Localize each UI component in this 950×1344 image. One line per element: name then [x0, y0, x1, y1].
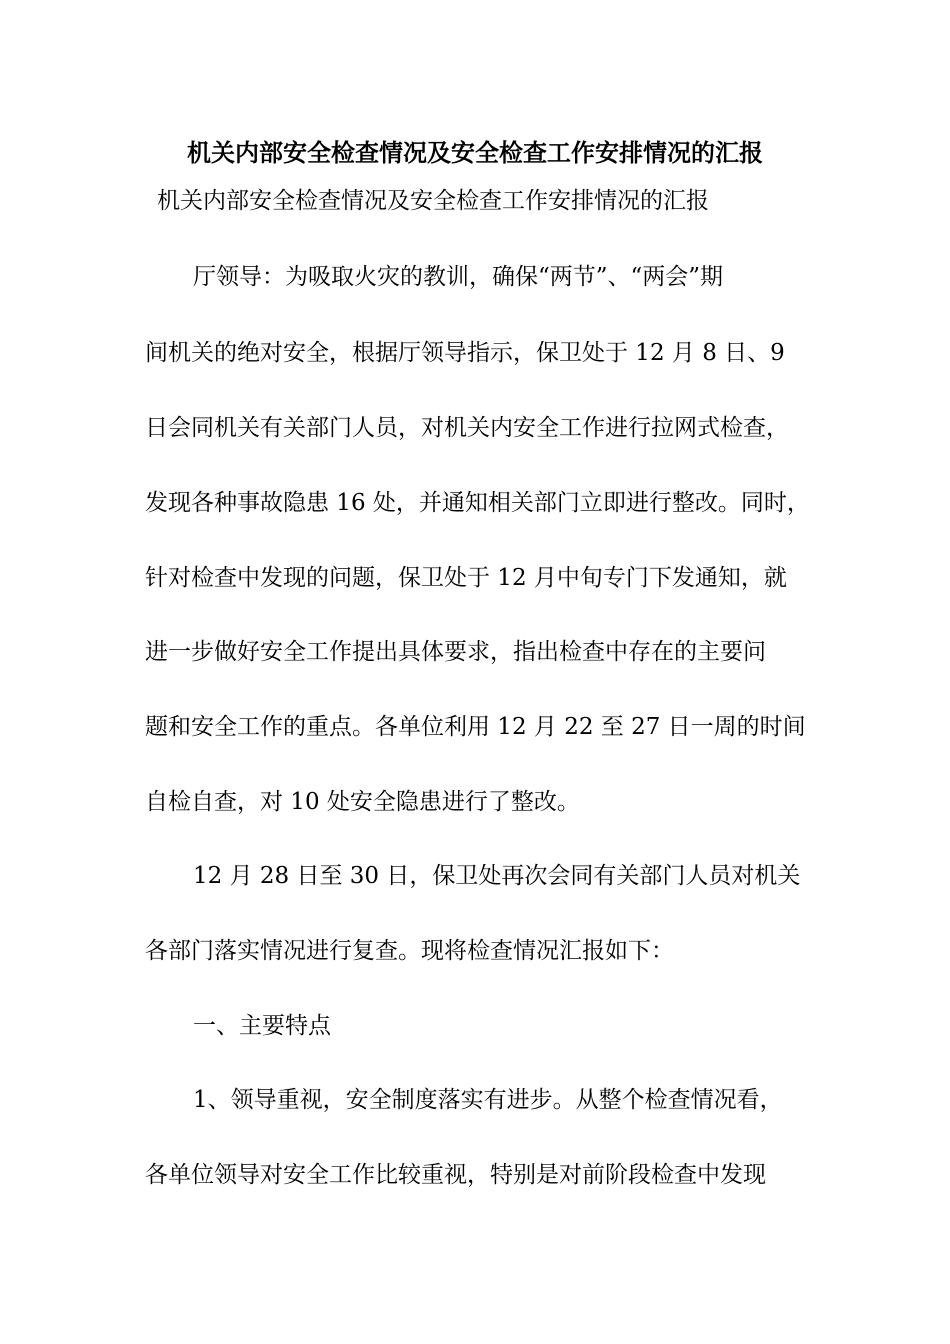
- body-line: 间机关的绝对安全，根据厅领导指示，保卫处于 12 月 8 日、9: [145, 340, 785, 366]
- body-line: 日会同机关有关部门人员，对机关内安全工作进行拉网式检查，: [145, 415, 789, 441]
- body-line: 各单位领导对安全工作比较重视，特别是对前阶段检查中发现: [145, 1162, 766, 1188]
- body-line: 1、领导重视，安全制度落实有进步。从整个检查情况看，: [193, 1087, 783, 1113]
- body-line: 各部门落实情况进行复查。现将检查情况汇报如下：: [145, 938, 674, 964]
- body-line: 发现各种事故隐患 16 处，并通知相关部门立即进行整改。同时，: [145, 490, 810, 516]
- document-subtitle: 机关内部安全检查情况及安全检查工作安排情况的汇报: [157, 188, 709, 214]
- section-heading: 一、主要特点: [193, 1013, 331, 1039]
- body-line: 自检自查，对 10 处安全隐患进行了整改。: [145, 789, 580, 815]
- body-line: 进一步做好安全工作提出具体要求，指出检查中存在的主要问: [145, 639, 766, 665]
- body-line: 针对检查中发现的问题，保卫处于 12 月中旬专门下发通知，就: [145, 565, 787, 591]
- document-title: 机关内部安全检查情况及安全检查工作安排情况的汇报: [187, 138, 763, 167]
- body-line: 12 月 28 日至 30 日，保卫处再次会同有关部门人员对机关: [193, 863, 801, 889]
- body-line: 厅领导：为吸取火灾的教训，确保“两节”、“两会”期: [193, 264, 724, 290]
- body-line: 题和安全工作的重点。各单位利用 12 月 22 至 27 日一周的时间: [145, 714, 806, 740]
